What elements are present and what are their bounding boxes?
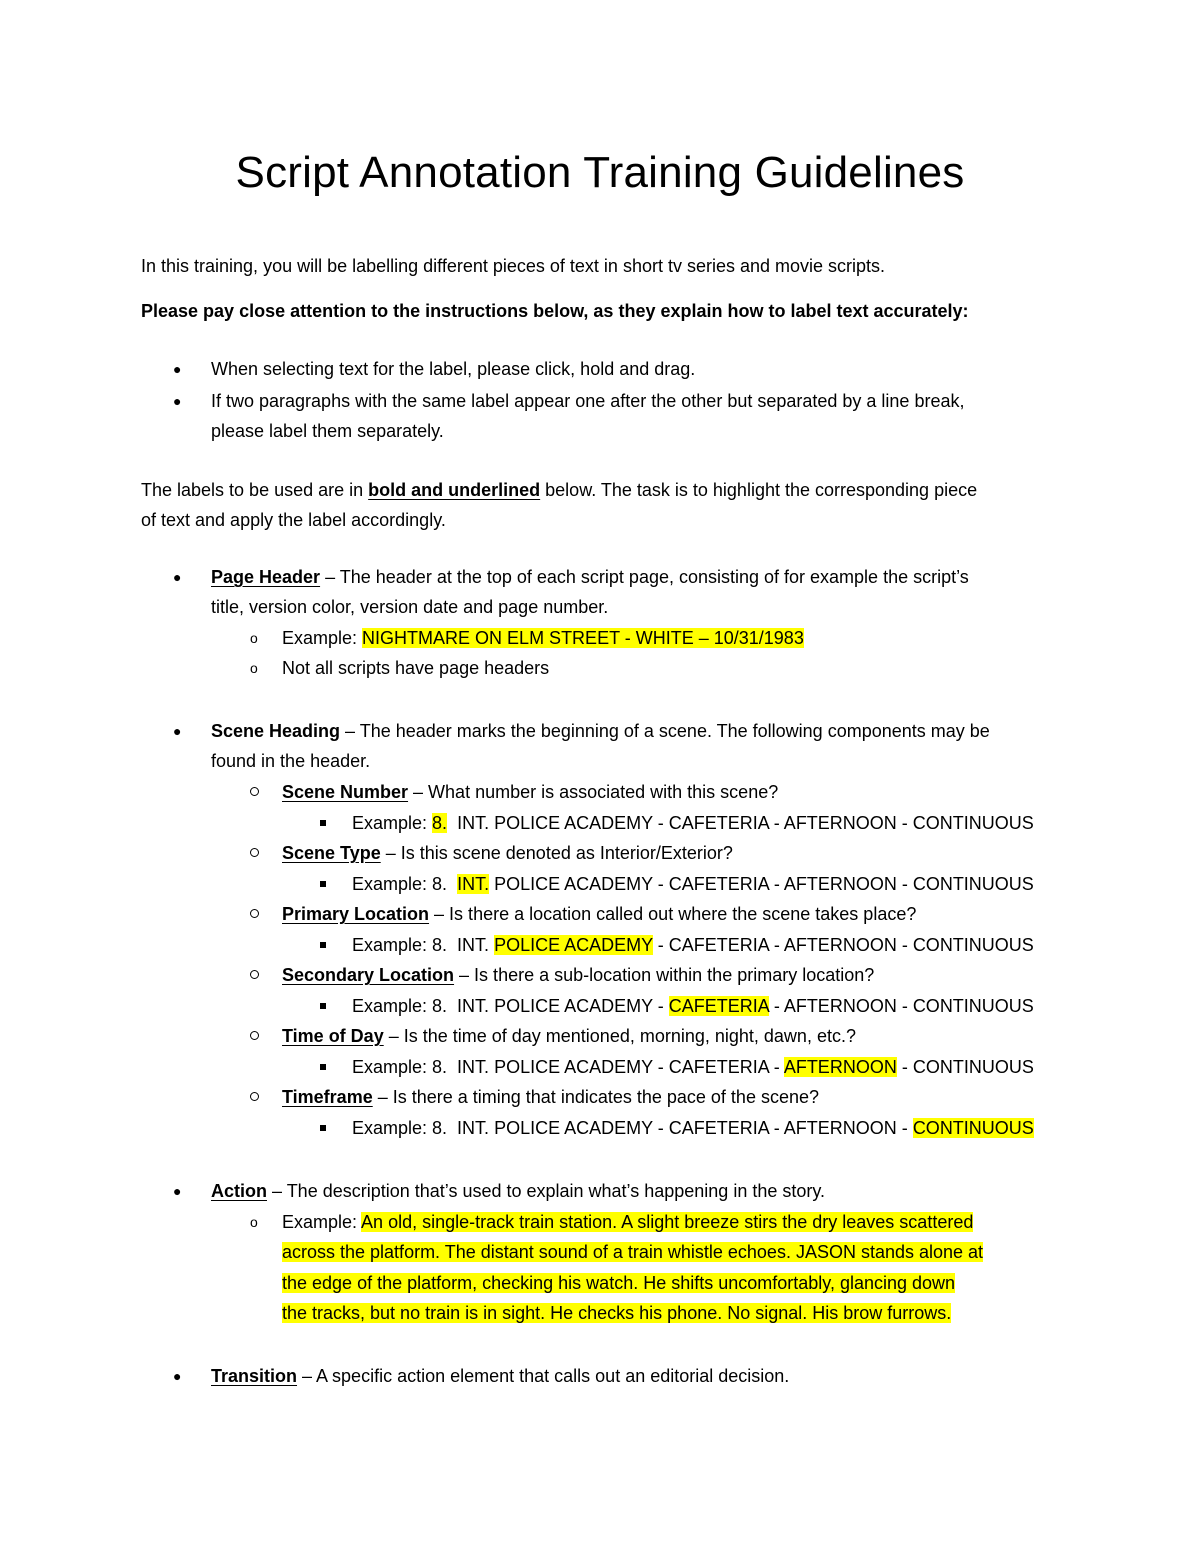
circle-bullet-icon <box>250 1092 259 1101</box>
highlighted-example: across the platform. The distant sound of a train whistle echoes. JASON stands alone at <box>282 1242 984 1262</box>
action-example-continued <box>282 1268 955 1298</box>
example-prefix: Example: <box>352 935 433 955</box>
bullet-icon: ● <box>173 1368 182 1384</box>
bullet-icon: ● <box>173 569 182 585</box>
scene-number-item <box>282 777 778 807</box>
page-header-item <box>211 562 969 592</box>
circle-bullet-icon <box>250 909 259 918</box>
circle-bullet-icon <box>250 1031 259 1040</box>
page-header-desc-continued: title, version color, version date and page number. <box>211 597 609 617</box>
instruction-item: If two paragraphs with the same label appear one after the other but separated by a line break, <box>211 391 965 411</box>
action-item <box>211 1176 825 1206</box>
labels-intro-emphasis: bold and underlined <box>368 480 541 500</box>
secondary-location-example <box>352 991 1034 1021</box>
primary-location-example <box>352 930 1034 960</box>
example-prefix: Example: <box>352 874 433 894</box>
labels-intro-text: below. The task is to highlight the corresponding piece <box>540 480 978 500</box>
highlighted-example: AFTERNOON <box>783 1057 897 1077</box>
labels-intro <box>141 475 977 505</box>
timeframe-example <box>352 1113 1034 1143</box>
example-prefix: Example: <box>352 1057 433 1077</box>
highlighted-example: INT. <box>457 874 490 894</box>
time-of-day-example <box>352 1052 1034 1082</box>
bullet-icon: ● <box>173 723 182 739</box>
label-description: – Is there a timing that indicates the pace of the scene? <box>372 1087 819 1107</box>
bullet-icon: ● <box>173 1183 182 1199</box>
page-header-note: Not all scripts have page headers <box>282 658 550 678</box>
highlighted-example: An old, single-track train station. A slight breeze stirs the dry leaves scattered <box>361 1212 974 1232</box>
square-bullet-icon <box>320 942 326 948</box>
label-term: Secondary Location <box>282 965 455 985</box>
timeframe-item <box>282 1082 819 1112</box>
labels-intro-text: The labels to be used are in <box>141 480 369 500</box>
bullet-icon: ● <box>173 393 182 409</box>
sub-bullet-icon: o <box>250 660 258 676</box>
example-prefix: Example: <box>352 813 433 833</box>
example-text: - CAFETERIA - AFTERNOON - CONTINUOUS <box>652 935 1034 955</box>
label-description: – Is there a sub-location within the primary location? <box>454 965 875 985</box>
highlighted-example: CAFETERIA <box>668 996 769 1016</box>
circle-bullet-icon <box>250 848 259 857</box>
example-prefix: Example: <box>352 1118 433 1138</box>
page-title: Script Annotation Training Guidelines <box>235 148 965 197</box>
action-example-continued <box>282 1298 951 1328</box>
example-text: INT. POLICE ACADEMY - CAFETERIA - AFTERNOON - CONTINUOUS <box>447 813 1034 833</box>
label-term: Time of Day <box>282 1026 384 1046</box>
example-text: 8. INT. <box>432 935 495 955</box>
square-bullet-icon <box>320 1003 326 1009</box>
bullet-icon: ● <box>173 361 182 377</box>
label-term: Timeframe <box>282 1087 373 1107</box>
circle-bullet-icon <box>250 787 259 796</box>
instruction-item: When selecting text for the label, please click, hold and drag. <box>211 359 696 379</box>
label-description: – The header marks the beginning of a scene. The following components may be <box>340 721 990 741</box>
label-description: – The header at the top of each script page, consisting of for example the script’s <box>320 567 969 587</box>
label-term: Scene Heading <box>211 721 341 741</box>
example-text: - AFTERNOON - CONTINUOUS <box>768 996 1034 1016</box>
label-term: Action <box>211 1181 267 1201</box>
page-header-example <box>282 623 804 653</box>
attention-paragraph: Please pay close attention to the instructions below, as they explain how to label text accurately: <box>141 301 969 321</box>
label-description: – Is this scene denoted as Interior/Exterior? <box>380 843 733 863</box>
example-text: 8. INT. POLICE ACADEMY - <box>432 996 669 1016</box>
square-bullet-icon <box>320 1125 326 1131</box>
scene-heading-item <box>211 716 990 746</box>
scene-heading-desc-continued: found in the header. <box>211 751 371 771</box>
example-text: 8. INT. POLICE ACADEMY - CAFETERIA - <box>432 1057 784 1077</box>
labels-intro-continued: of text and apply the label accordingly. <box>141 510 446 530</box>
example-text: POLICE ACADEMY - CAFETERIA - AFTERNOON - CONTINUOUS <box>489 874 1034 894</box>
label-description: – What number is associated with this scene? <box>408 782 779 802</box>
action-example-continued <box>282 1237 983 1267</box>
sub-bullet-icon: o <box>250 630 258 646</box>
highlighted-example: POLICE ACADEMY <box>494 935 653 955</box>
example-prefix: Example: <box>282 628 363 648</box>
scene-number-example <box>352 808 1034 838</box>
label-description: – The description that’s used to explain what’s happening in the story. <box>267 1181 826 1201</box>
label-term: Primary Location <box>282 904 430 924</box>
instruction-item-continued: please label them separately. <box>211 421 444 441</box>
example-prefix: Example: <box>282 1212 362 1232</box>
label-description: – Is the time of day mentioned, morning, night, dawn, etc.? <box>383 1026 856 1046</box>
secondary-location-item <box>282 960 874 990</box>
label-term: Page Header <box>211 567 321 587</box>
highlighted-example: NIGHTMARE ON ELM STREET - WHITE – 10/31/1983 <box>362 628 804 648</box>
label-description: – A specific action element that calls out an editorial decision. <box>297 1366 790 1386</box>
square-bullet-icon <box>320 820 326 826</box>
example-text: - CONTINUOUS <box>896 1057 1034 1077</box>
label-description: – Is there a location called out where the scene takes place? <box>429 904 917 924</box>
square-bullet-icon <box>320 881 326 887</box>
label-term: Scene Type <box>282 843 381 863</box>
sub-bullet-icon: o <box>250 1214 258 1230</box>
circle-bullet-icon <box>250 970 259 979</box>
square-bullet-icon <box>320 1064 326 1070</box>
label-term: Scene Number <box>282 782 409 802</box>
scene-type-item <box>282 838 733 868</box>
intro-paragraph: In this training, you will be labelling different pieces of text in short tv series and movie scripts. <box>141 256 886 276</box>
transition-item <box>211 1361 789 1391</box>
example-text: 8. <box>432 874 458 894</box>
primary-location-item <box>282 899 916 929</box>
label-term: Transition <box>211 1366 298 1386</box>
scene-type-example <box>352 869 1034 899</box>
example-text: 8. INT. POLICE ACADEMY - CAFETERIA - AFTERNOON - <box>432 1118 913 1138</box>
highlighted-example: CONTINUOUS <box>912 1118 1034 1138</box>
time-of-day-item <box>282 1021 856 1051</box>
highlighted-example: 8. <box>432 813 448 833</box>
action-example <box>282 1207 973 1237</box>
highlighted-example: the edge of the platform, checking his watch. He shifts uncomfortably, glancing down <box>282 1273 956 1293</box>
highlighted-example: the tracks, but no train is in sight. He checks his phone. No signal. His brow furrows. <box>282 1303 952 1323</box>
example-prefix: Example: <box>352 996 433 1016</box>
